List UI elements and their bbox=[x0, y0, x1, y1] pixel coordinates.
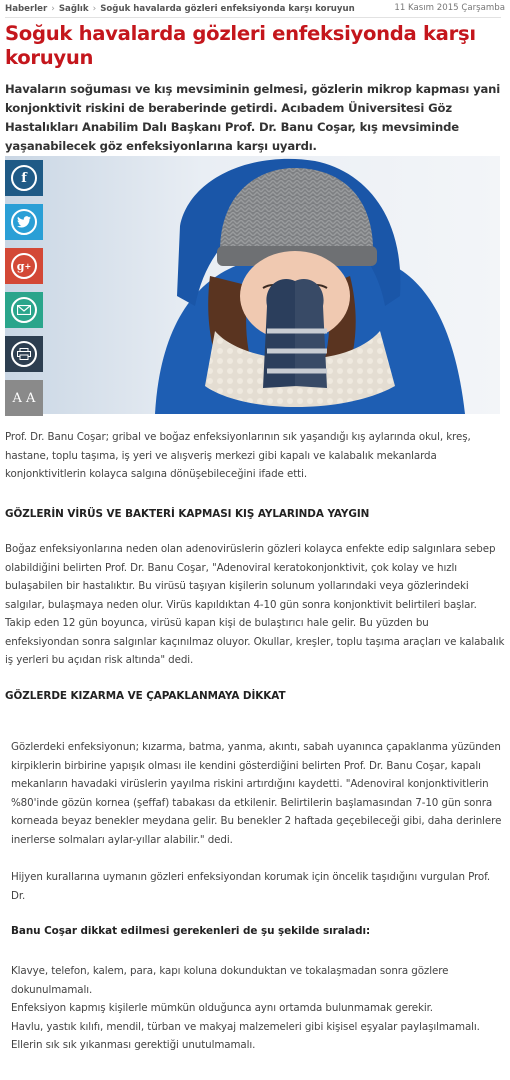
twitter-icon bbox=[11, 209, 37, 235]
facebook-icon: f bbox=[11, 165, 37, 191]
breadcrumb-current: Soğuk havalarda gözleri enfeksiyonda karşı koruyun bbox=[100, 3, 355, 14]
breadcrumb bbox=[5, 0, 505, 17]
hero-image bbox=[5, 156, 500, 414]
list-item: Havlu, yastık kılıfı, mendil, türban ve makyaj malzemeleri gibi kişisel eşyalar paylaşılmamalı. bbox=[11, 1020, 480, 1033]
email-share-button[interactable] bbox=[5, 292, 43, 328]
publish-date: 11 Kasım 2015 Çarşamba bbox=[394, 3, 505, 13]
twitter-share-button[interactable] bbox=[5, 204, 43, 240]
font-size-button[interactable] bbox=[5, 380, 43, 416]
section-heading: GÖZLERDE KIZARMA VE ÇAPAKLANMAYA DİKKAT bbox=[5, 690, 286, 702]
article-paragraph: Boğaz enfeksiyonlarına neden olan adenovirüslerin gözleri kolayca enfekte edip salgınlara sebep olabildiğini belirten Prof. Dr. Banu Coşar, "Adenoviral keratokonjonktivit, çok kolay ve hızlı bulaşabilen bir hastalıktır. Bu virüsü taşıyan kişilerin solunum yollarındaki veya gözlerindeki salgılar, bulaşmaya neden olur. Virüs kapıldıktan 4-10 gün sonra konjonktivit belirtileri başlar. Takip eden 12 gün boyunca, virüsü kapan kişi de bulaştırıcı hale gelir. Bu yüzden bu enfeksiyondan sonra salgınlar kaçınılmaz oluyor. Okullar, kreşler, toplu taşıma araçları ve kalabalık iş yerleri bu açıdan risk altında" dedi. bbox=[5, 543, 505, 666]
section-heading: GÖZLERİN VİRÜS VE BAKTERİ KAPMASI KIŞ AYLARINDA YAYGIN bbox=[5, 508, 370, 520]
advice-list bbox=[5, 962, 505, 1055]
article-paragraph: Prof. Dr. Banu Coşar; gribal ve boğaz enfeksiyonlarının sık yaşandığı kış aylarında okul, kreş, hastane, toplu taşıma, iş yeri ve alışveriş merkezi gibi kapalı ve kalabalık mekanlarda konjonktivitlerin kolayca salgına dönüşebileceğini ifade etti. bbox=[5, 431, 471, 480]
print-button[interactable] bbox=[5, 336, 43, 372]
google-plus-icon: g + bbox=[11, 253, 37, 279]
facebook-share-button[interactable] bbox=[5, 160, 43, 196]
breadcrumb-separator: › bbox=[92, 3, 97, 14]
list-item: Klavye, telefon, kalem, para, kapı koluna dokunduktan ve tokalaşmadan sonra gözlere dokunulmamalı. bbox=[11, 965, 449, 996]
breadcrumb-category-link[interactable]: Sağlık bbox=[58, 3, 89, 14]
google-plus-share-button[interactable] bbox=[5, 248, 43, 284]
article-lead: Havaların soğuması ve kış mevsiminin gelmesi, gözlerin mikrop kapması yani konjonktivit riskini de beraberinde getirdi. Acıbadem Üniversitesi Göz Hastalıkları Anabilim Dalı Başkanı Prof. Dr. Banu Coşar, kış mevsiminde yaşanabilecek göz enfeksiyonlarına karşı uyardı. bbox=[5, 82, 501, 153]
email-icon bbox=[11, 297, 37, 323]
article-paragraph: Hijyen kurallarına uymanın gözleri enfeksiyondan korumak için öncelik taşıdığını vurgulan Prof. Dr. bbox=[11, 871, 491, 902]
print-icon bbox=[11, 341, 37, 367]
list-item: Ellerin sık sık yıkanması gerektiği unutulmamalı. bbox=[11, 1039, 256, 1051]
breadcrumb-separator: › bbox=[51, 3, 55, 14]
list-heading: Banu Coşar dikkat edilmesi gerekenleri de şu şekilde sıraladı: bbox=[11, 925, 371, 937]
breadcrumb-home-link[interactable]: Haberler bbox=[5, 3, 48, 14]
list-item: Enfeksiyon kapmış kişilerle mümkün olduğunca aynı ortamda bulunmamak gerekir. bbox=[11, 1002, 433, 1014]
article-title: Soğuk havalarda gözleri enfeksiyonda karşı koruyun bbox=[5, 22, 476, 69]
share-toolbar bbox=[5, 160, 43, 424]
article-paragraph: Gözlerdeki enfeksiyonun; kızarma, batma, yanma, akıntı, sabah uyanınca çapaklanma yüzünden kirpiklerin birbirine yapışık olması ile kendini gösterdiğini belirten Prof. Dr. Banu Coşar, kapalı mekanların havadaki virüslerin yayılma riskini artırdığını kaydetti. "Adenoviral konjonktivitlerin %80'inde gözün kornea (şeffaf) tabakası da etkilenir. Belirtilerin başlamasından 7-10 gün sonra korneada beyaz benekler meydana gelir. Bu benekler 2 haftada geçebileceği gibi, daha derinlere inerlerse solmaları aylar-yıllar alabilir." dedi. bbox=[11, 741, 502, 846]
font-size-icon: A A bbox=[12, 390, 36, 406]
divider bbox=[5, 17, 501, 18]
